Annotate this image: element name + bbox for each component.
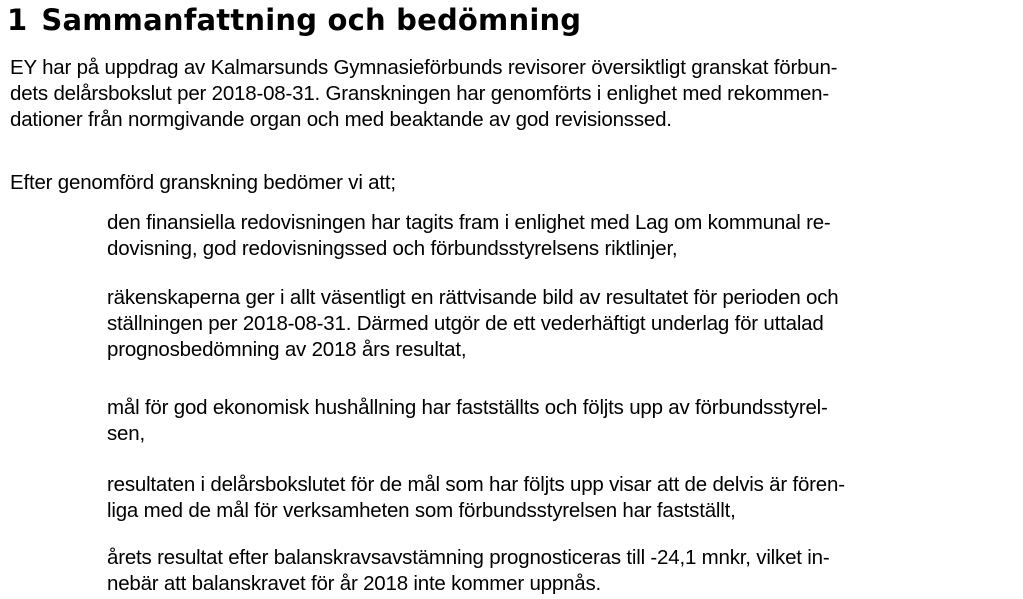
point-line: sen, bbox=[107, 422, 145, 445]
intro-line: dationer från normgivande organ och med beaktande av god revisionssed. bbox=[10, 108, 672, 131]
point-line: den finansiella redovisningen har tagits fram i enlighet med Lag om kommunal re- bbox=[107, 211, 831, 234]
point-line: nebär att balanskravet för år 2018 inte kommer uppnås. bbox=[107, 572, 602, 595]
assessment-point bbox=[107, 210, 1007, 262]
assessment-point bbox=[107, 472, 1007, 524]
point-line: resultaten i delårsbokslutet för de mål som har följts upp visar att de delvis är fören- bbox=[107, 473, 845, 496]
section-title: Sammanfattning och bedömning bbox=[41, 3, 582, 37]
point-line: prognosbedömning av 2018 års resultat, bbox=[107, 338, 467, 361]
intro-paragraph bbox=[10, 55, 1015, 133]
assessment-point bbox=[107, 285, 1007, 363]
point-line: årets resultat efter balanskravsavstämning prognosticeras till -24,1 mnkr, vilket in- bbox=[107, 546, 830, 569]
point-line: liga med de mål för verksamheten som förbundsstyrelsen har fastställt, bbox=[107, 499, 736, 522]
point-line: mål för god ekonomisk hushållning har fastställts och följts upp av förbundsstyrel- bbox=[107, 396, 828, 419]
point-line: räkenskaperna ger i allt väsentligt en rättvisande bild av resultatet för perioden och bbox=[107, 286, 839, 309]
intro-line: EY har på uppdrag av Kalmarsunds Gymnasieförbunds revisorer översiktligt granskat förbun- bbox=[10, 56, 838, 79]
point-line: ställningen per 2018-08-31. Därmed utgör de ett vederhäftigt underlag för uttalad bbox=[107, 312, 824, 335]
assessment-lead: Efter genomförd granskning bedömer vi att; bbox=[10, 171, 396, 194]
assessment-point bbox=[107, 545, 1007, 597]
section-number: 1 bbox=[7, 3, 28, 37]
intro-line: dets delårsbokslut per 2018-08-31. Granskningen har genomförts i enlighet med rekommen- bbox=[10, 82, 829, 105]
section-heading bbox=[7, 0, 581, 40]
point-line: dovisning, god redovisningssed och förbundsstyrelsens riktlinjer, bbox=[107, 237, 678, 260]
assessment-point bbox=[107, 395, 1007, 447]
